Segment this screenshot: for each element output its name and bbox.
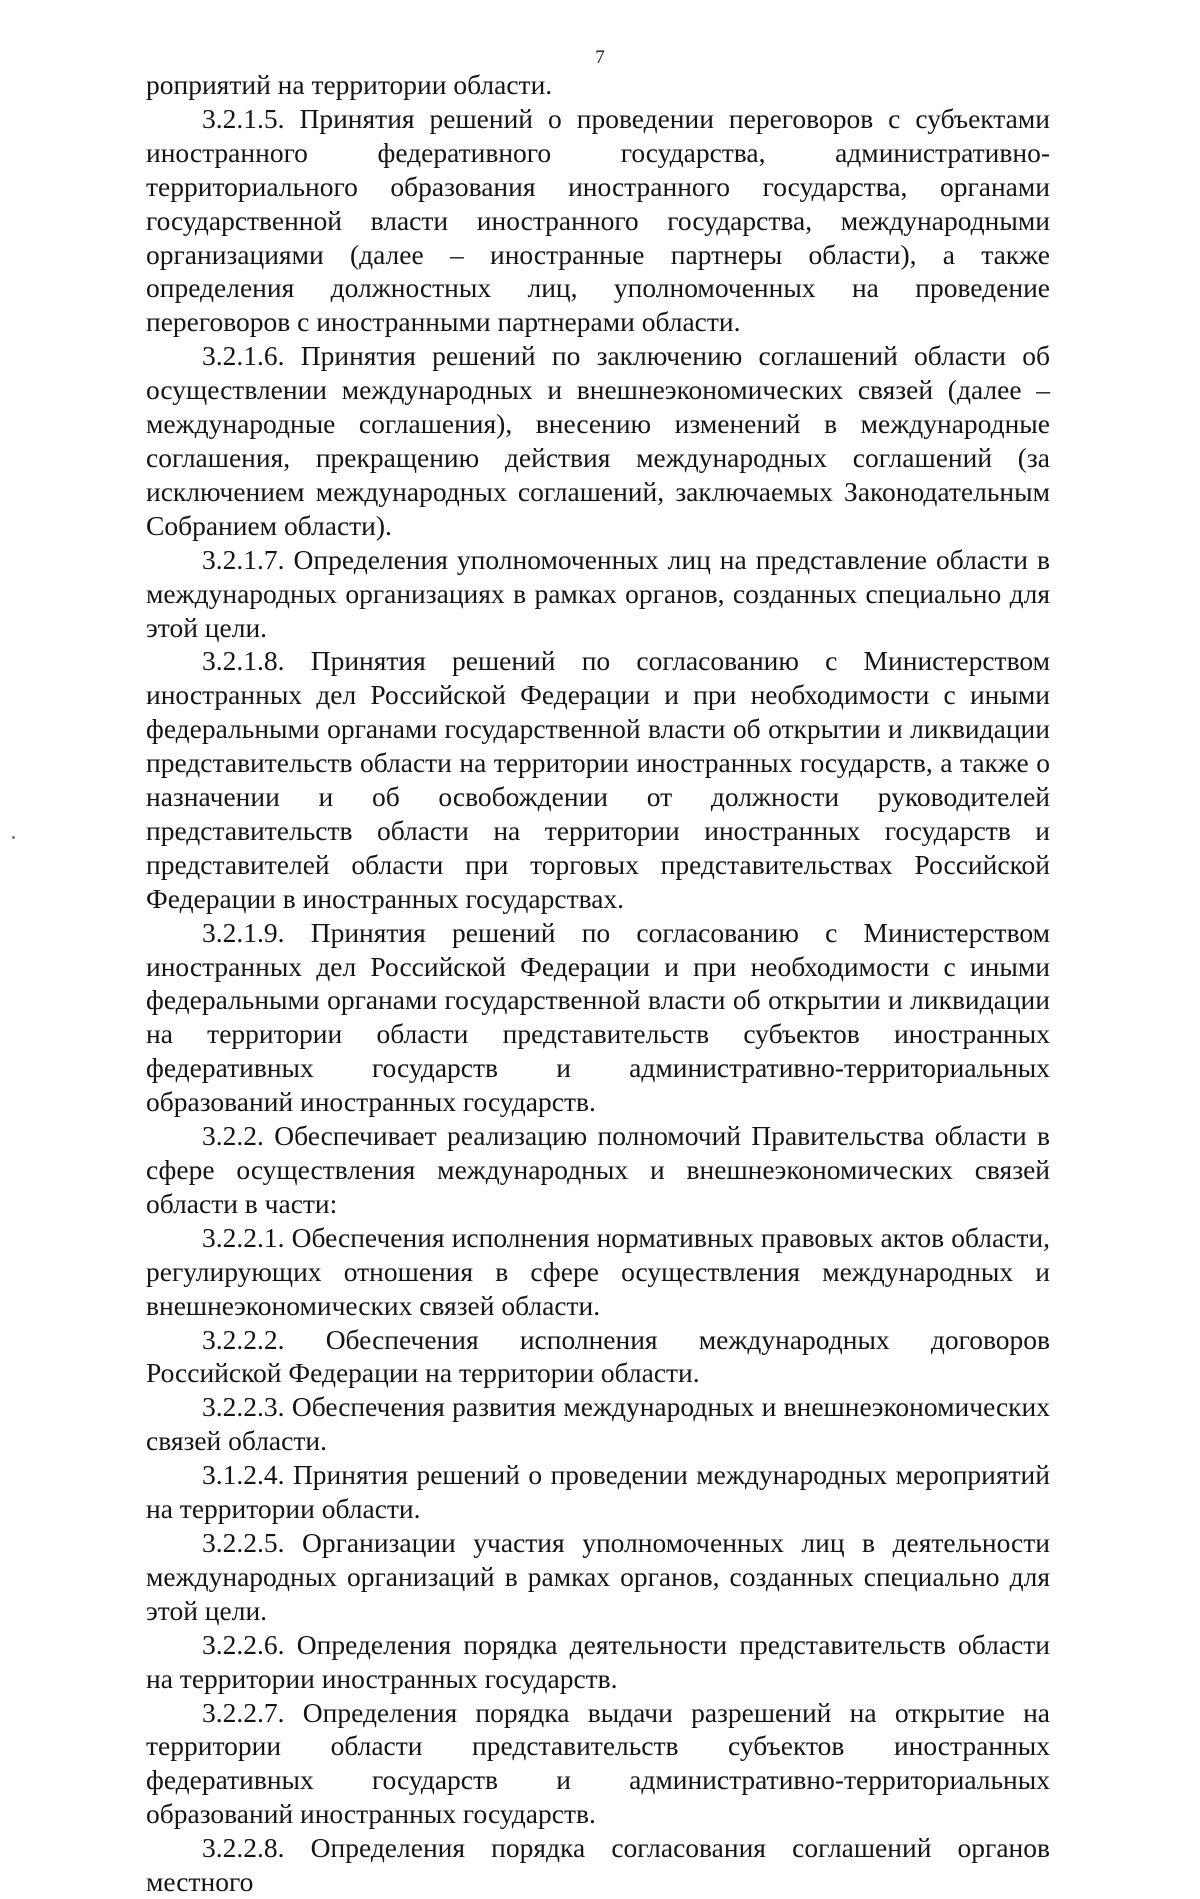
paragraph-3-2-2-2: 3.2.2.2. Обеспечения исполнения международных договоров Российской Федерации на территории области.: [146, 1323, 1050, 1389]
page-number: 7: [595, 47, 605, 68]
paragraph-3-2-2-3: 3.2.2.3. Обеспечения развития международных и внешнеэкономических связей области.: [146, 1391, 1050, 1457]
paragraph-3-2-1-7: 3.2.1.7. Определения уполномоченных лиц на представление области в международных организациях в рамках органов, созданных специально для этой цели.: [146, 543, 1050, 643]
paragraph-3-2-1-6: 3.2.1.6. Принятия решений по заключению соглашений области об осуществлении международных и внешнеэкономических связей (далее – международные соглашения), внесению изменений в международные соглашения, прекращению действия международных соглашений (за исключением международных соглашений, заключаемых Законодательным Собранием области).: [146, 340, 1050, 541]
paragraph-3-2-1-9: 3.2.1.9. Принятия решений по согласованию с Министерством иностранных дел Российской Федерации и при необходимости с иными федеральными органами государственной власти об открытии и ликвидации на территории области представительств субъектов иностранных федеративных государств и административно-территориальных образований иностранных государств.: [146, 916, 1050, 1118]
document-body: [146, 68, 1050, 1899]
paragraph-3-2-2-5: 3.2.2.5. Организации участия уполномоченных лиц в деятельности международных организаций в рамках органов, созданных специально для этой цели.: [146, 1526, 1050, 1626]
paragraph-3-2-2-8: 3.2.2.8. Определения порядка согласования соглашений органов местного: [146, 1832, 1050, 1898]
paragraph-3-2-1-5: 3.2.1.5. Принятия решений о проведении переговоров с субъектами иностранного федеративного государства, административно-территориального образования иностранного государства, органами государственной власти иностранного государства, международными организациями (далее – иностранные партнеры области), а также определения должностных лиц, уполномоченных на проведение переговоров с иностранными партнерами области.: [146, 102, 1050, 338]
paragraph-3-2-2-7: 3.2.2.7. Определения порядка выдачи разрешений на открытие на территории области представительств субъектов иностранных федеративных государств и административно-территориальных образований иностранных государств.: [146, 1696, 1050, 1830]
paragraph-3-2-2-6: 3.2.2.6. Определения порядка деятельности представительств области на территории иностранных государств.: [146, 1628, 1050, 1694]
paragraph-3-1-2-4: 3.1.2.4. Принятия решений о проведении международных мероприятий на территории области.: [146, 1459, 1050, 1525]
paragraph-3-2-2: 3.2.2. Обеспечивает реализацию полномочий Правительства области в сфере осуществления международных и внешнеэкономических связей области в части:: [146, 1120, 1050, 1219]
paragraph-3-2-1-8: 3.2.1.8. Принятия решений по согласованию с Министерством иностранных дел Российской Федерации и при необходимости с иными федеральными органами государственной власти об открытии и ликвидации представительств области на территории иностранных государств, а также о назначении и об освобождении от должности руководителей представительств области на территории иностранных государств и представителей области при торговых представительствах Российской Федерации в иностранных государствах.: [146, 645, 1050, 914]
paragraph-continuation: роприятий на территории области.: [146, 69, 553, 100]
scan-margin-speck: [12, 836, 15, 839]
paragraph-3-2-2-1: 3.2.2.1. Обеспечения исполнения нормативных правовых актов области, регулирующих отношения в сфере осуществления международных и внешнеэкономических связей области.: [146, 1221, 1050, 1321]
